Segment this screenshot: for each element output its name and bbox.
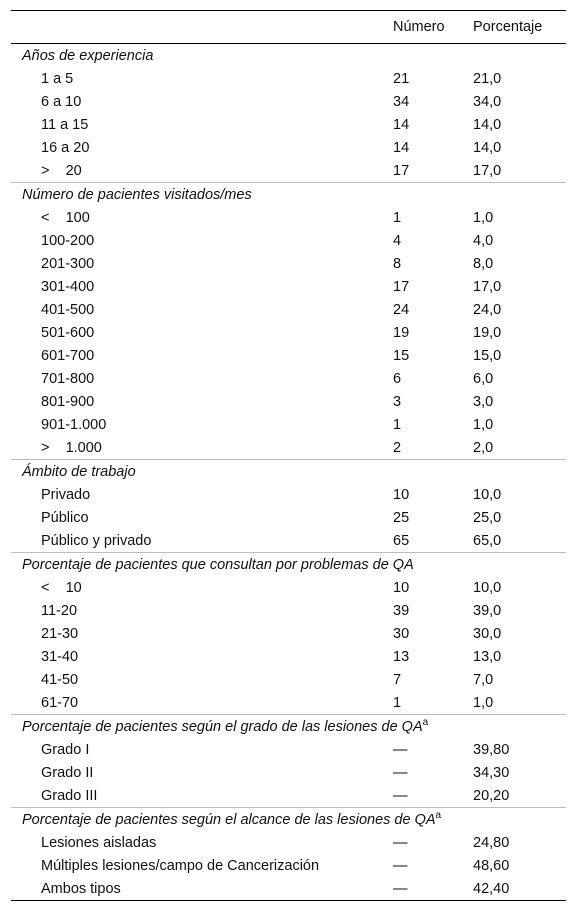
row-porcentaje: 25,0 [473,509,502,526]
section-title-text: Ámbito de trabajo [22,463,136,480]
row-porcentaje: 4,0 [473,232,494,249]
row-label: 701-800 [41,370,95,387]
section-title [11,553,414,577]
row-label: 100-200 [41,232,95,249]
table-row [11,275,566,298]
row-label: 201-300 [41,255,95,272]
row-numero: 1 [393,694,402,711]
table-row [11,506,566,529]
row-porcentaje: 17,0 [473,162,502,179]
row-porcentaje: 24,80 [473,834,510,851]
header-label [11,11,393,44]
table-row [11,390,566,413]
data-table [11,10,566,901]
row-porcentaje: 10,0 [473,486,502,503]
row-label: 1 a 5 [41,70,74,87]
section-row [11,808,566,832]
section-row [11,44,566,68]
section-empty-numero [393,44,473,68]
table-row [11,738,566,761]
row-label: 901-1.000 [41,416,107,433]
row-label: Privado [41,486,91,503]
row-numero: 17 [393,162,410,179]
table-row [11,252,566,275]
section-title-text: Porcentaje de pacientes según el grado de las lesiones de QA [22,718,423,735]
row-porcentaje: 6,0 [473,370,494,387]
row-porcentaje: 8,0 [473,255,494,272]
table-row [11,321,566,344]
row-porcentaje: 13,0 [473,648,502,665]
section-title [11,715,429,739]
section-title [11,183,393,207]
table-row [11,668,566,691]
section-title [11,460,393,484]
table-row [11,599,566,622]
row-numero: 7 [393,671,402,688]
row-numero: 39 [393,602,410,619]
row-porcentaje: 10,0 [473,579,502,596]
row-numero: 24 [393,301,410,318]
row-numero: — [393,787,408,804]
table-row [11,877,566,901]
section-title-text: Número de pacientes visitados/mes [22,186,252,203]
row-label: < 100 [41,209,90,226]
table-row [11,159,566,183]
row-label: > 20 [41,162,82,179]
row-porcentaje: 30,0 [473,625,502,642]
row-porcentaje: 34,0 [473,93,502,110]
table-row [11,113,566,136]
row-label: 11-20 [41,602,78,619]
row-label: 601-700 [41,347,95,364]
row-numero: 6 [393,370,402,387]
row-numero: 10 [393,486,410,503]
row-label: 6 a 10 [41,93,82,110]
row-porcentaje: 15,0 [473,347,502,364]
row-porcentaje: 17,0 [473,278,502,295]
row-numero: 14 [393,139,410,156]
row-label: Múltiples lesiones/campo de Cancerización [41,857,320,874]
row-label: Grado III [41,787,98,804]
row-numero: — [393,764,408,781]
footnote-marker: a [435,809,442,821]
section-row [11,183,566,207]
section-empty-numero [393,460,473,484]
row-porcentaje: 24,0 [473,301,502,318]
table-row [11,136,566,159]
row-numero: 2 [393,439,402,456]
section-empty-porcentaje [473,553,566,577]
row-numero: 15 [393,347,410,364]
row-porcentaje: 39,80 [473,741,510,758]
row-label: > 1.000 [41,439,102,456]
table-row [11,344,566,367]
table-row [11,529,566,553]
row-porcentaje: 1,0 [473,416,494,433]
row-numero: 21 [393,70,410,87]
row-porcentaje: 21,0 [473,70,502,87]
table-row [11,483,566,506]
row-numero: 34 [393,93,410,110]
row-porcentaje: 39,0 [473,602,502,619]
row-porcentaje: 3,0 [473,393,494,410]
row-porcentaje: 1,0 [473,694,494,711]
section-title-text: Años de experiencia [22,47,154,64]
row-label: 801-900 [41,393,95,410]
row-porcentaje: 34,30 [473,764,510,781]
row-porcentaje: 65,0 [473,532,502,549]
header-porcentaje: Porcentaje [473,19,543,35]
section-empty-porcentaje [473,44,566,68]
section-empty-porcentaje [473,808,566,832]
row-numero: — [393,741,408,758]
section-empty-numero [393,183,473,207]
footnote-marker: a [422,716,429,728]
table-row [11,90,566,113]
section-title-text: Porcentaje de pacientes según el alcance de las lesiones de QA [22,811,436,828]
row-label: 61-70 [41,694,79,711]
row-numero: — [393,857,408,874]
row-numero: 25 [393,509,410,526]
row-numero: 17 [393,278,410,295]
row-numero: 4 [393,232,402,249]
table-row [11,229,566,252]
table-row [11,298,566,321]
section-title-text: Porcentaje de pacientes que consultan por problemas de QA [22,556,414,573]
section-row [11,553,566,577]
row-label: 16 a 20 [41,139,90,156]
table-row [11,67,566,90]
row-label: Grado II [41,764,94,781]
row-label: Público y privado [41,532,152,549]
row-label: 31-40 [41,648,79,665]
row-label: 501-600 [41,324,95,341]
section-empty-porcentaje [473,183,566,207]
table-row [11,691,566,715]
row-numero: 10 [393,579,410,596]
row-porcentaje: 42,40 [473,880,510,897]
table-row [11,831,566,854]
row-label: Ambos tipos [41,880,121,897]
row-label: 41-50 [41,671,79,688]
section-row [11,460,566,484]
table-header [11,11,566,44]
table-body [11,44,566,901]
row-numero: 8 [393,255,402,272]
table-row [11,576,566,599]
row-numero: — [393,880,408,897]
row-porcentaje: 48,60 [473,857,510,874]
row-porcentaje: 14,0 [473,116,502,133]
row-label: Lesiones aisladas [41,834,157,851]
table-row [11,413,566,436]
row-porcentaje: 7,0 [473,671,494,688]
row-porcentaje: 20,20 [473,787,510,804]
row-numero: 14 [393,116,410,133]
row-label: Público [41,509,89,526]
table-row [11,645,566,668]
row-label: < 10 [41,579,82,596]
row-label: 401-500 [41,301,95,318]
row-numero: 65 [393,532,410,549]
section-empty-porcentaje [473,715,566,739]
row-porcentaje: 14,0 [473,139,502,156]
row-label: Grado I [41,741,90,758]
row-porcentaje: 19,0 [473,324,502,341]
header-row [11,11,566,44]
row-numero: 30 [393,625,410,642]
table-row [11,206,566,229]
table-row [11,622,566,645]
row-porcentaje: 2,0 [473,439,494,456]
row-numero: 1 [393,209,402,226]
table-row [11,367,566,390]
table-row [11,761,566,784]
header-numero: Número [393,19,445,35]
table-row [11,436,566,460]
section-empty-porcentaje [473,460,566,484]
row-numero: 3 [393,393,402,410]
row-label: 301-400 [41,278,95,295]
row-numero: 13 [393,648,410,665]
section-title [11,808,442,832]
section-row [11,715,566,739]
row-numero: 1 [393,416,402,433]
row-numero: 19 [393,324,410,341]
row-label: 21-30 [41,625,79,642]
row-label: 11 a 15 [41,116,89,133]
section-title [11,44,393,68]
row-porcentaje: 1,0 [473,209,494,226]
data-table-container [11,10,566,901]
row-numero: — [393,834,408,851]
table-row [11,784,566,808]
table-row [11,854,566,877]
